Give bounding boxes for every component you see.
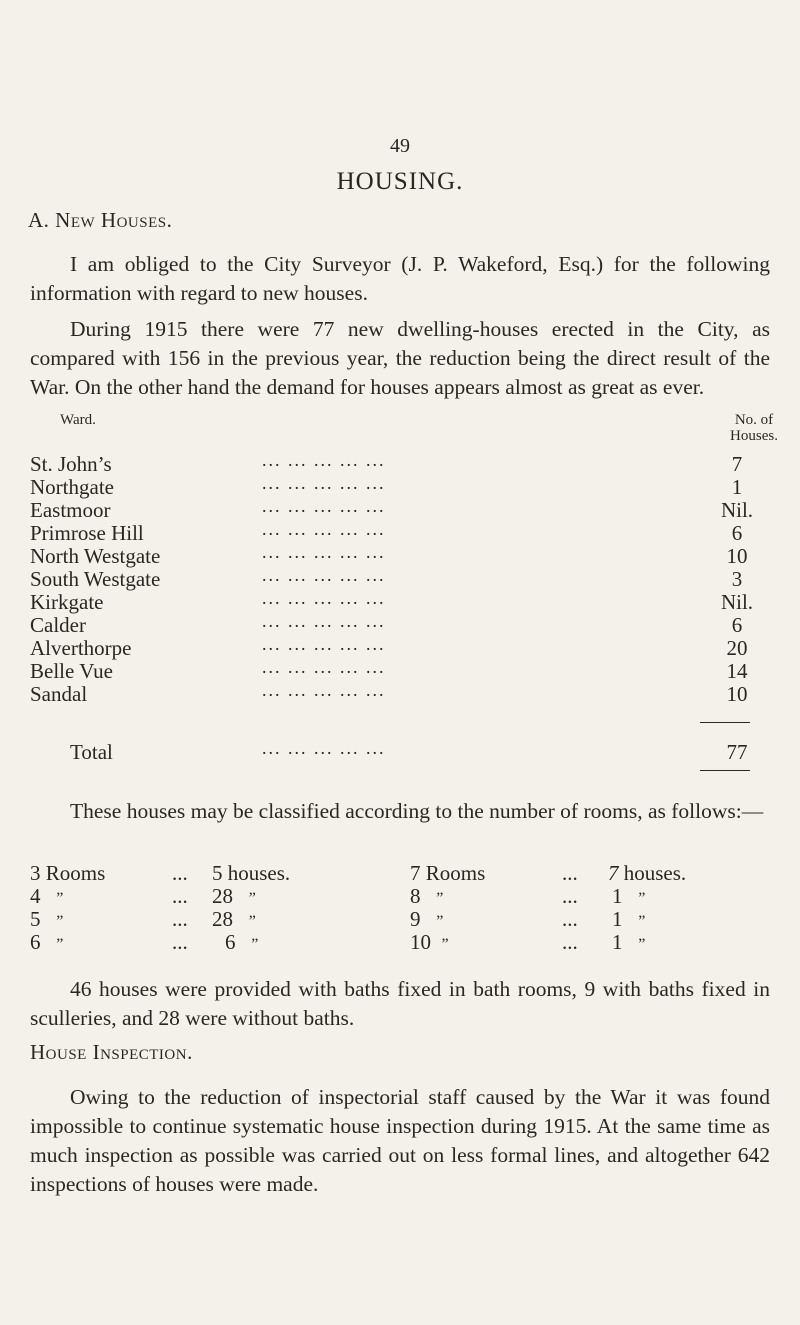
section-heading-house-inspection: House Inspection. [30, 1040, 193, 1064]
rooms-label: 7 Rooms [410, 861, 486, 885]
paragraph-rooms-intro-text: These houses may be classified according to the number of rooms, as follows:— [70, 799, 764, 823]
house-count: 6 [731, 521, 743, 545]
paragraph-summary-text: During 1915 there were 77 new dwelling-houses erected in the City, as compared with 156 in the previous year, the reduction being the direct result of the War. On the other hand the demand for houses appears almost as great as ever. [30, 317, 770, 399]
page-title: HOUSING. [336, 168, 464, 195]
house-count: 6 ” [225, 930, 259, 954]
house-count: 1 ” [612, 884, 646, 908]
column-header-houses: No. of Houses. [730, 412, 778, 444]
leader-dots: ... ... ... ... ... [262, 473, 386, 493]
leader-dots: ... ... ... ... ... [262, 611, 386, 631]
house-count: 7 [731, 452, 743, 476]
rooms-label: 8 ” [410, 884, 444, 908]
leader-dots: ... ... ... ... ... [262, 680, 386, 700]
house-count: 28 ” [212, 884, 256, 908]
ward-name: Primrose Hill [30, 521, 144, 545]
table-row [30, 498, 770, 520]
rooms-label: 4 ” [30, 884, 64, 908]
leader-dots: ... ... ... ... ... [262, 565, 386, 585]
leader-dots: ... ... ... ... ... [262, 519, 386, 539]
leader-dots: ... [562, 907, 578, 931]
house-count: 3 [731, 567, 743, 591]
ward-name: Alverthorpe [30, 636, 132, 660]
leader-dots: ... [172, 907, 188, 931]
house-count: Nil. [720, 590, 754, 614]
table-row [30, 567, 770, 589]
total-label: Total [70, 740, 113, 764]
house-count: 5 houses. [212, 861, 291, 885]
leader-dots: ... ... ... ... ... [262, 738, 386, 758]
table-row [30, 659, 770, 681]
leader-dots: ... [562, 884, 578, 908]
table-row [30, 475, 770, 497]
total-row [30, 740, 770, 762]
table-row [30, 613, 770, 635]
ward-name: Eastmoor [30, 498, 111, 522]
table-row [30, 590, 770, 612]
house-count: 1 ” [612, 907, 646, 931]
rooms-label: 5 ” [30, 907, 64, 931]
ward-name: North Westgate [30, 544, 161, 568]
table-row [30, 636, 770, 658]
ward-name: St. John’s [30, 452, 112, 476]
leader-dots: ... [172, 930, 188, 954]
paragraph-baths [30, 975, 770, 1033]
rooms-label: 6 ” [30, 930, 64, 954]
leader-dots: ... ... ... ... ... [262, 450, 386, 470]
house-count: 20 [726, 636, 748, 660]
section-heading-new-houses: A. New Houses. [28, 208, 173, 232]
leader-dots: ... [562, 861, 578, 885]
page-number: 49 [390, 135, 410, 157]
leader-dots: ... ... ... ... ... [262, 634, 386, 654]
total-rule-top [700, 722, 750, 723]
ward-name: Kirkgate [30, 590, 104, 614]
table-row [30, 521, 770, 543]
ward-name: Sandal [30, 682, 88, 706]
table-row [30, 682, 770, 704]
paragraph-inspection-text: Owing to the reduction of inspectorial staff caused by the War it was found impossible to continue systematic house inspection during 1915. At the same time as much inspection as possible was carried out on less formal lines, and altogether 642 inspections of houses were made. [30, 1085, 770, 1196]
paragraph-intro-text: I am obliged to the City Surveyor (J. P. Wakeford, Esq.) for the following information with regard to new houses. [30, 252, 770, 305]
ward-name: Northgate [30, 475, 114, 499]
paragraph-intro [30, 250, 770, 308]
leader-dots: ... [172, 884, 188, 908]
rooms-label: 10 ” [410, 930, 449, 954]
leader-dots: ... ... ... ... ... [262, 542, 386, 562]
paragraph-inspection [30, 1083, 770, 1199]
total-rule-bottom [700, 770, 750, 771]
house-count: 10 [726, 682, 748, 706]
ward-name: Belle Vue [30, 659, 113, 683]
paragraph-rooms-intro [30, 797, 770, 826]
leader-dots: ... ... ... ... ... [262, 657, 386, 677]
leader-dots: ... ... ... ... ... [262, 496, 386, 516]
paragraph-summary [30, 315, 770, 402]
ward-name: South Westgate [30, 567, 161, 591]
house-count: 1 [731, 475, 743, 499]
leader-dots: ... ... ... ... ... [262, 588, 386, 608]
house-count: 14 [726, 659, 748, 683]
house-count: 10 [726, 544, 748, 568]
leader-dots: ... [172, 861, 188, 885]
rooms-label: 9 ” [410, 907, 444, 931]
column-header-ward: Ward. [60, 412, 96, 428]
rooms-label: 3 Rooms [30, 861, 106, 885]
house-count: 28 ” [212, 907, 256, 931]
house-count: 1 ” [612, 930, 646, 954]
house-count: 7 houses. [608, 861, 687, 885]
total-value: 77 [726, 740, 748, 764]
house-count: 6 [731, 613, 743, 637]
house-count: Nil. [720, 498, 754, 522]
ward-name: Calder [30, 613, 86, 637]
paragraph-baths-text: 46 houses were provided with baths fixed in bath rooms, 9 with baths fixed in sculleries, and 28 were without baths. [30, 977, 770, 1030]
table-row [30, 452, 770, 474]
table-row [30, 544, 770, 566]
leader-dots: ... [562, 930, 578, 954]
